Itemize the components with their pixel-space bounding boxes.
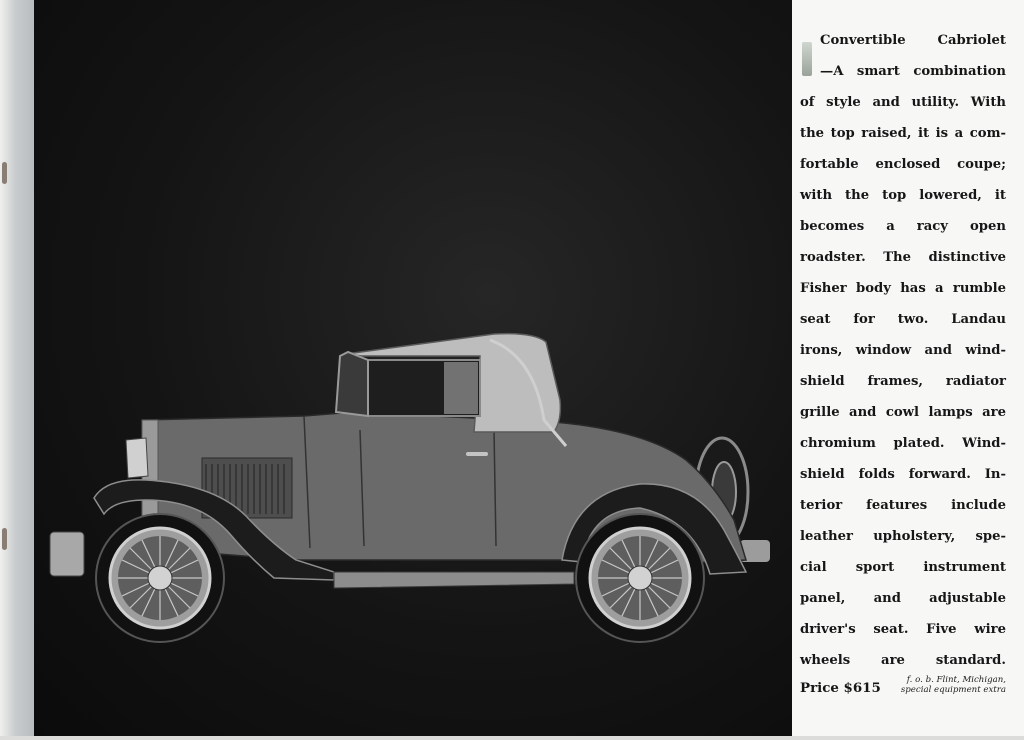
car-photograph — [34, 0, 792, 736]
description-line: Convertible Cabriolet — [820, 33, 1006, 48]
running-board — [334, 572, 574, 588]
fob-note-line: f. o. b. Flint, Michigan, — [906, 675, 1006, 685]
description-line: fortable enclosed coupe; — [800, 157, 1006, 172]
description-line: Fisher body has a rumble — [800, 281, 1006, 296]
description-line: the top raised, it is a com- — [800, 126, 1006, 141]
description-line: driver's seat. Five wire — [800, 622, 1006, 637]
front-wheel — [96, 514, 224, 642]
windshield — [336, 352, 368, 416]
rear-wheel — [576, 514, 704, 642]
description-line: wheels are standard. — [800, 653, 1006, 668]
description-line: seat for two. Landau — [800, 312, 1006, 327]
description-line: chromium plated. Wind- — [800, 436, 1006, 451]
description-line: panel, and adjustable — [800, 591, 1006, 606]
fob-note — [901, 676, 1006, 695]
description-line: becomes a racy open — [800, 219, 1006, 234]
door-handle — [466, 452, 488, 456]
description-line: roadster. The distinctive — [800, 250, 1006, 265]
description-column — [792, 0, 1024, 740]
page-edge — [0, 736, 1024, 740]
binding-staple — [2, 162, 7, 184]
description-text — [800, 28, 1006, 679]
description-line: grille and cowl lamps are — [800, 405, 1006, 420]
fob-note-line: special equipment extra — [900, 684, 1006, 695]
price-row — [800, 676, 1006, 702]
binding-staple — [2, 528, 7, 550]
description-line: with the top lowered, it — [800, 188, 1006, 203]
description-line: cial sport instrument — [800, 560, 1006, 575]
description-line: terior features include — [800, 498, 1006, 513]
front-bumper — [50, 532, 84, 576]
binding-spine — [0, 0, 34, 740]
price-label: Price $615 — [800, 680, 881, 696]
description-line: shield folds forward. In- — [800, 467, 1006, 482]
description-line: —A smart combination — [820, 64, 1006, 79]
cabriolet-illustration — [34, 0, 792, 736]
description-line: irons, window and wind- — [800, 343, 1006, 358]
description-line: shield frames, radiator — [800, 374, 1006, 389]
description-line: of style and utility. With — [800, 95, 1006, 110]
description-line: leather upholstery, spe- — [800, 529, 1006, 544]
headlamp — [126, 438, 148, 478]
